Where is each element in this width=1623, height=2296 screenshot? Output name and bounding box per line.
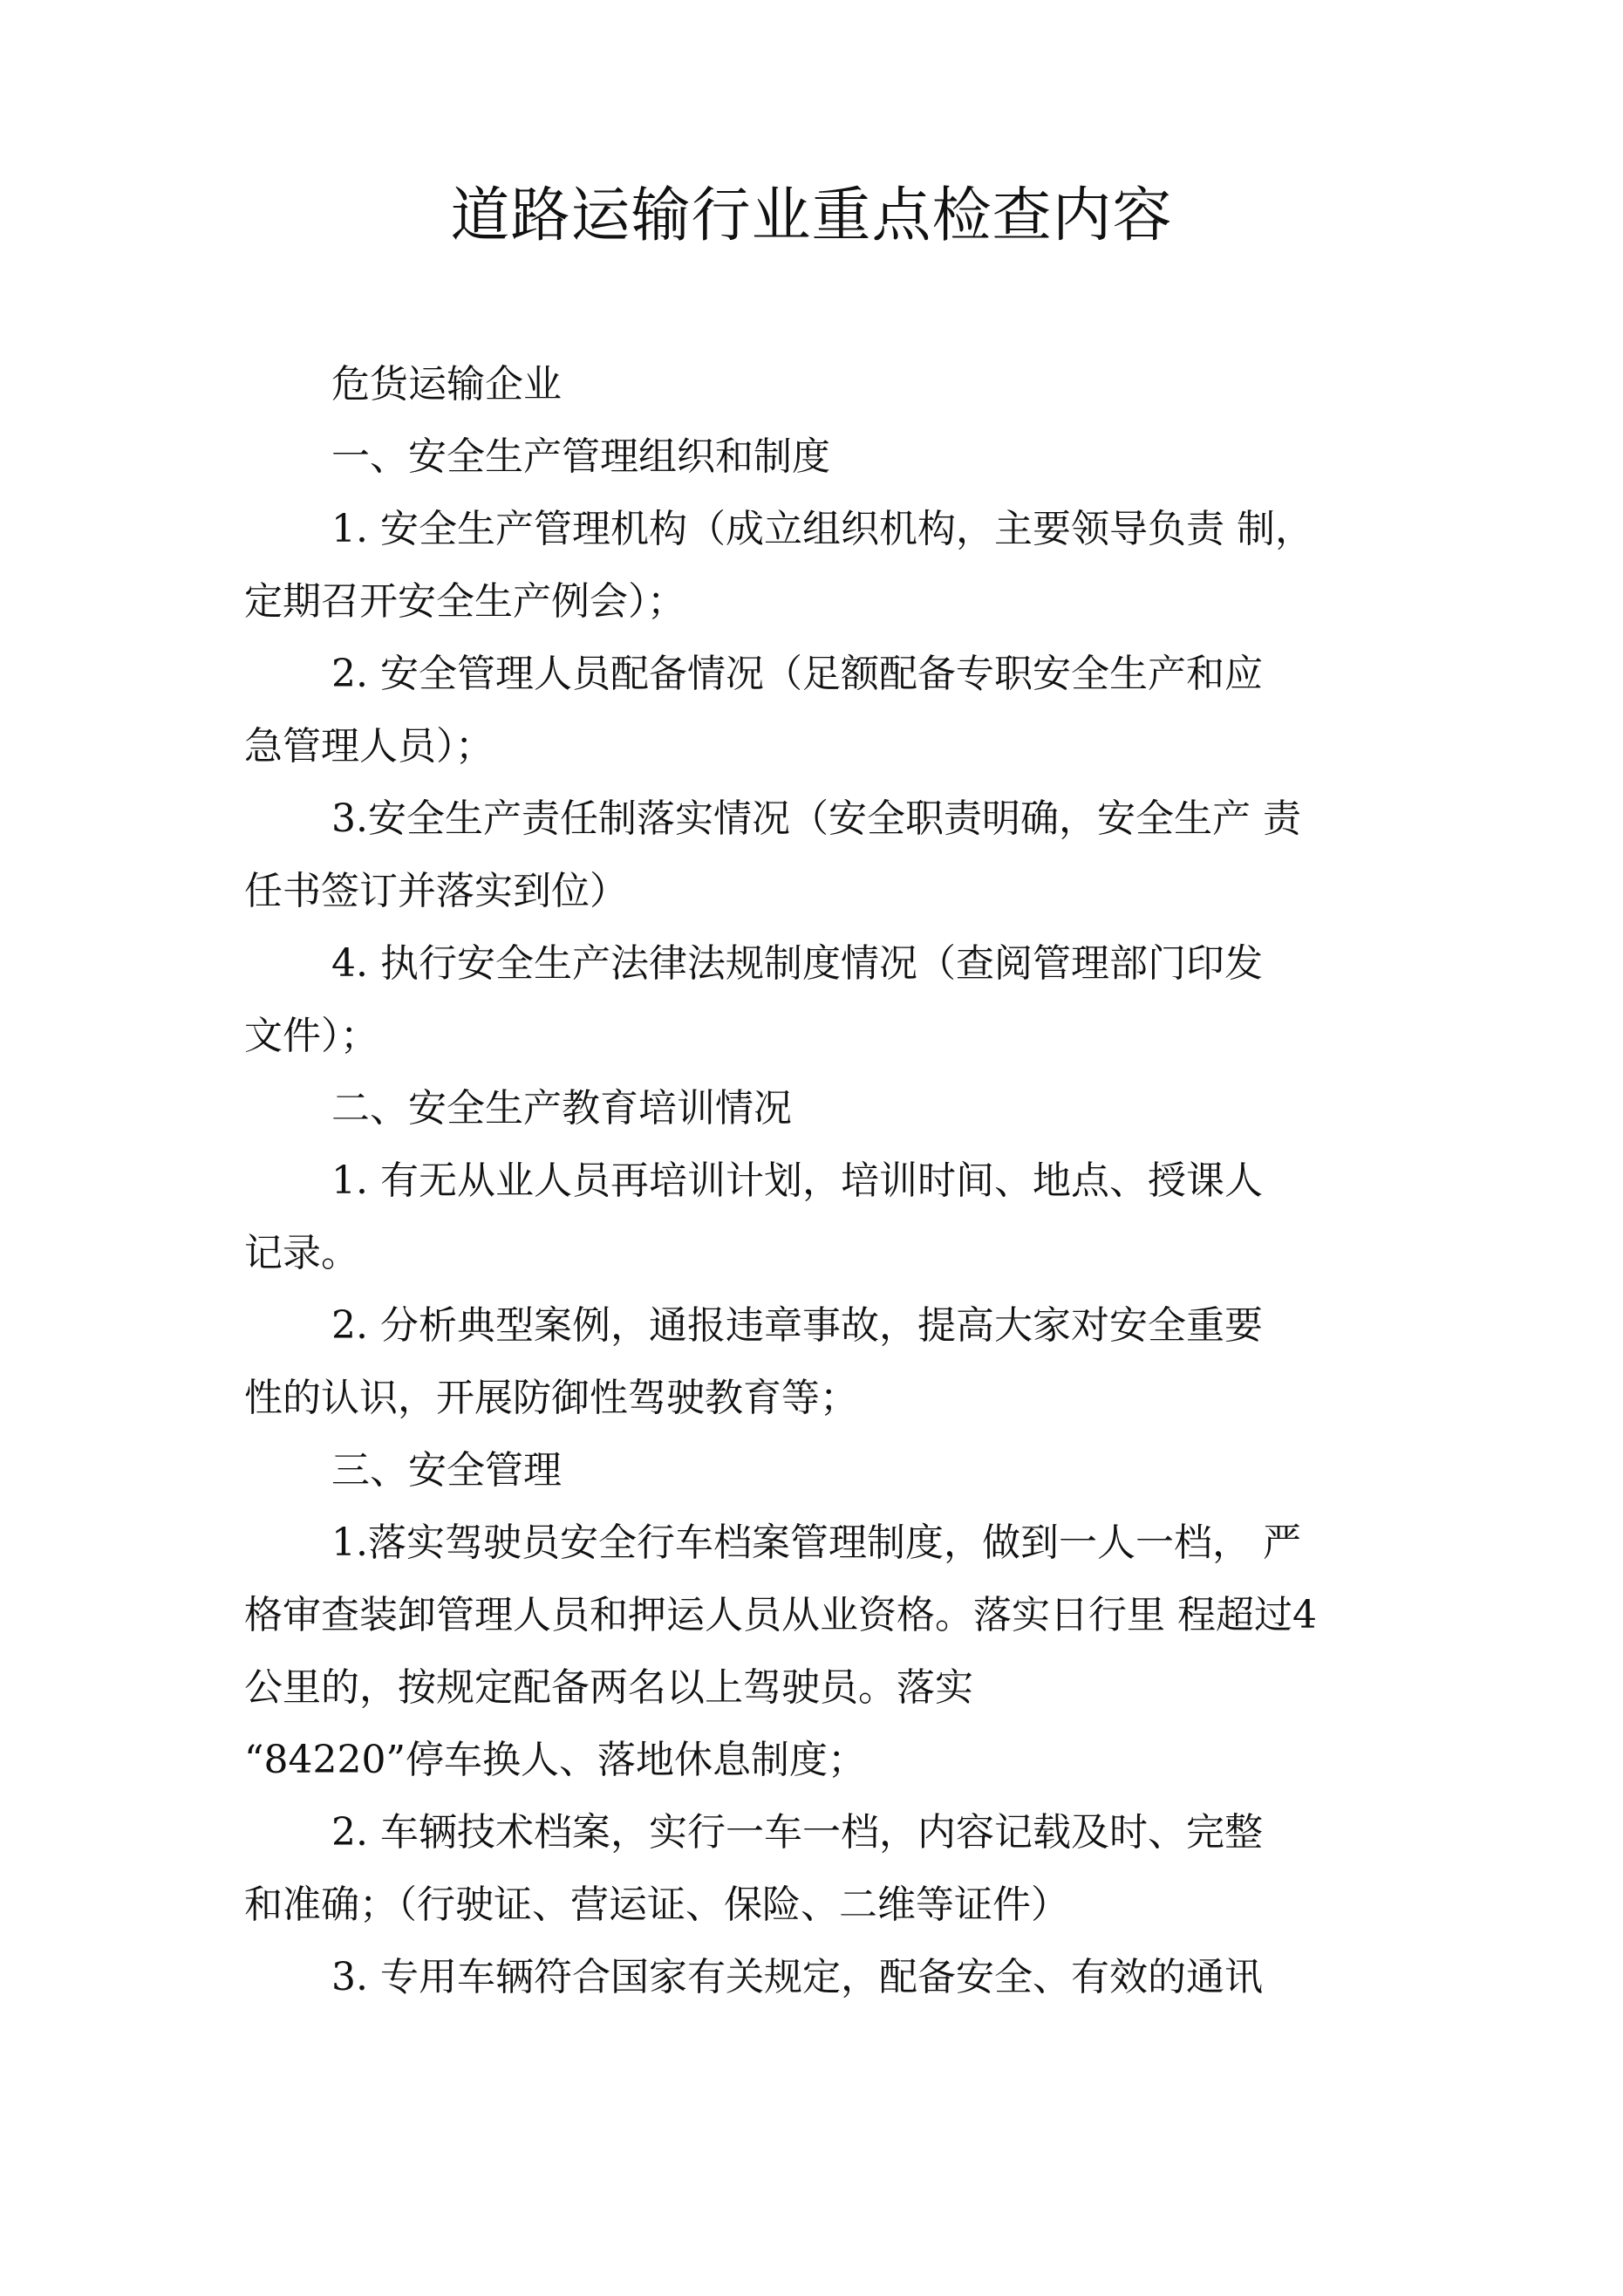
text-line: 2. 车辆技术档案，实行一车一档，内容记载及时、完整: [331, 1810, 1263, 1855]
text-line: 2. 安全管理人员配备情况（足额配备专职安全生产和应: [331, 652, 1263, 696]
text-line: 2. 分析典型案例，通报违章事故，提高大家对安全重要: [331, 1303, 1263, 1348]
text-line: “84220”停车换人、落地休息制度；: [244, 1738, 866, 1782]
text-line: 任书签订并落实到位）: [244, 869, 628, 913]
text-line: 3. 专用车辆符合国家有关规定，配备安全、有效的通讯: [331, 1955, 1263, 1999]
text-line: 公里的，按规定配备两名以上驾驶员。落实: [244, 1665, 973, 1710]
text-line: 1. 安全生产管理机构（成立组织机构，主要领导负责 制，: [331, 507, 1313, 551]
document-title: 道路运输行业重点检查内容: [450, 181, 1173, 250]
text-line: 和准确；（行驶证、营运证、保险、二维等证件）: [244, 1883, 1069, 1927]
section-heading: 三、安全管理: [331, 1448, 562, 1493]
section-heading: 二、安全生产教育培训情况: [331, 1086, 792, 1131]
text-line: 3.安全生产责任制落实情况（安全职责明确，安全生产 责: [331, 796, 1301, 841]
text-line: 格审查装卸管理人员和押运人员从业资格。落实日行里 程超过4: [244, 1593, 1317, 1637]
text-line: 危货运输企业: [331, 362, 562, 407]
text-line: 记录。: [244, 1231, 359, 1275]
text-line: 性的认识，开展防御性驾驶教育等；: [244, 1376, 858, 1420]
text-line: 1.落实驾驶员安全行车档案管理制度，做到一人一档， 严: [331, 1520, 1301, 1565]
text-line: 定期召开安全生产例会）；: [244, 579, 685, 624]
text-line: 急管理人员）；: [244, 724, 494, 769]
section-heading: 一、安全生产管理组织和制度: [331, 434, 830, 479]
text-line: 4. 执行安全生产法律法规制度情况（查阅管理部门印发: [331, 941, 1263, 986]
text-line: 1. 有无从业人员再培训计划，培训时间、地点、授课人: [331, 1158, 1263, 1203]
text-line: 文件）；: [244, 1014, 378, 1058]
